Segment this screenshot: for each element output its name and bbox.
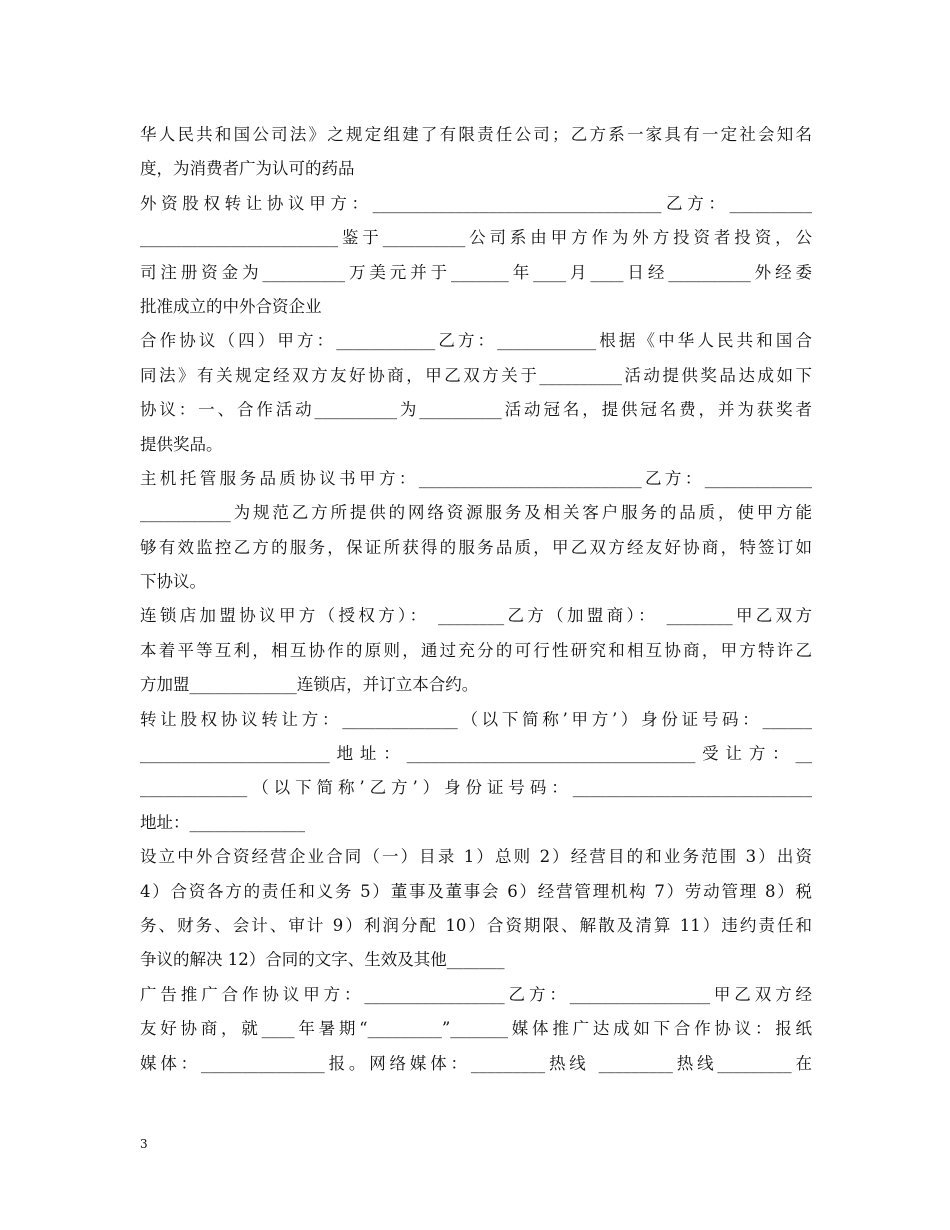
text-line: 华人民共和国公司法》之规定组建了有限责任公司；乙方系一家具有一定社会知名 — [140, 125, 812, 144]
page-number: 3 — [140, 1137, 148, 1151]
text-line: 连锁店加盟协议甲方（授权方）： ________乙方（加盟商）： ________甲乙双方 — [140, 606, 812, 626]
text-line: 提供奖品。 — [140, 434, 223, 454]
text-line: 度，为消费者广为认可的药品 — [140, 159, 355, 179]
text-line: 4）合资各方的责任和义务 5）董事及董事会 6）经营管理机构 7）劳动管理 8）税 — [140, 881, 812, 901]
text-line: 司注册资金为__________万美元并于_______年____月____日经__________外经委 — [140, 262, 812, 282]
text-line: 地址：______________ — [140, 812, 305, 832]
text-line: 批准成立的中外合资企业 — [140, 296, 322, 316]
text-line: 媒体：_______________报。网络媒体：_________热线 _________热线_________在 — [140, 1053, 812, 1073]
text-line: 转让股权协议转让方：______________（以下简称’甲方’）身份证号码：______ — [140, 709, 812, 729]
text-line: 外资股权转让协议甲方：___________________________________乙方：__________ — [140, 193, 812, 213]
text-line: _______________________地址：___________________________________受让方：__ — [140, 744, 812, 764]
text-line: 务、财务、会计、审计 9）利润分配 10）合资期限、解散及清算 11）违约责任和 — [140, 915, 812, 935]
text-line: 争议的解决 12）合同的文字、生效及其他_______ — [140, 950, 505, 970]
text-line: 主机托管服务品质协议书甲方：___________________________乙方：_____________ — [140, 468, 812, 488]
text-line: 协议：一、合作活动__________为__________活动冠名，提供冠名费，并为获奖者 — [140, 400, 812, 420]
text-line: 够有效监控乙方的服务，保证所获得的服务品质，甲乙双方经友好协商，特签订如 — [140, 537, 812, 557]
text-line: 友好协商，就____年暑期“_________”_______媒体推广达成如下合作协议：报纸 — [140, 1019, 812, 1039]
text-line: ________________________鉴于__________公司系由甲方作为外方投资者投资，公 — [140, 228, 812, 248]
text-line: 合作协议（四）甲方：____________乙方：____________根据《中华人民共和国合 — [140, 331, 812, 351]
text-line: 广告推广合作协议甲方：_________________乙方：_________________甲乙双方经 — [140, 984, 812, 1004]
text-line: 本着平等互利，相互协作的原则，通过充分的可行性研究和相互协商，甲方特许乙 — [140, 640, 812, 660]
text-line: 设立中外合资经营企业合同（一）目录 1）总则 2）经营目的和业务范围 3）出资 — [140, 847, 812, 867]
text-line: ___________为规范乙方所提供的网络资源服务及相关客户服务的品质，使甲方能 — [140, 503, 812, 523]
document-body — [140, 118, 812, 1081]
text-line: 下协议。 — [140, 572, 206, 592]
text-line: 方加盟_____________连锁店，并订立本合约。 — [140, 675, 479, 695]
text-line: 同法》有关规定经双方友好协商，甲乙双方关于__________活动提供奖品达成如下 — [140, 365, 812, 385]
text-line: _____________（以下简称’乙方’）身份证号码：_____________________________ — [140, 778, 812, 798]
